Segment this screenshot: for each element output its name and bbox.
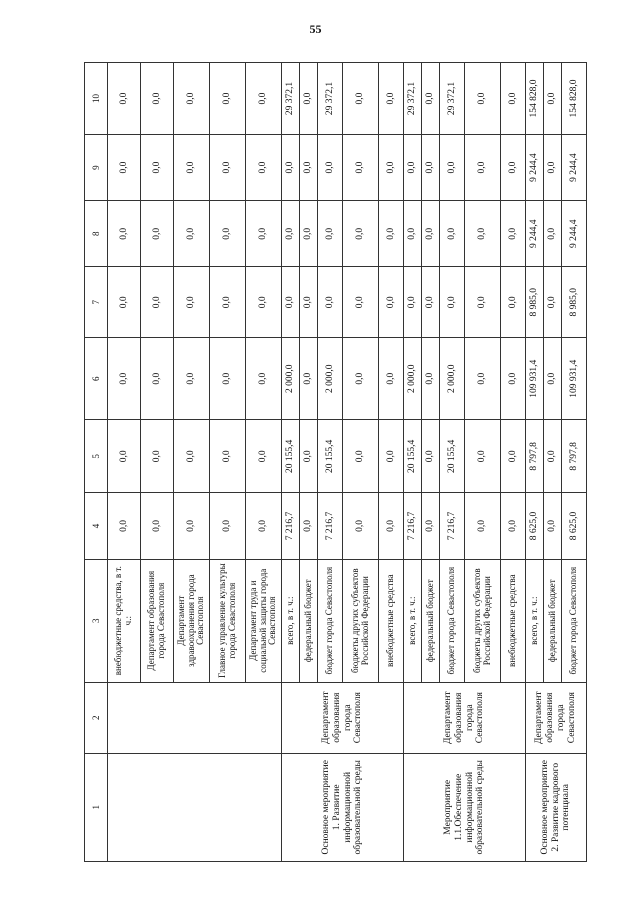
funding-value: 0,0 <box>108 267 141 338</box>
funding-value: 0,0 <box>343 493 379 559</box>
funding-value: 9 244,4 <box>562 135 587 201</box>
funding-value: 0,0 <box>379 201 404 267</box>
col-number: 4 <box>85 493 108 559</box>
funding-value: 0,0 <box>422 63 440 135</box>
funding-source: внебюджетные средства, в т. ч.: <box>108 559 141 682</box>
funding-value: 0,0 <box>318 267 343 338</box>
col-number: 7 <box>85 267 108 338</box>
funding-value: 0,0 <box>422 267 440 338</box>
funding-value: 0,0 <box>210 135 246 201</box>
funding-value: 0,0 <box>422 338 440 420</box>
funding-value: 0,0 <box>440 201 465 267</box>
funding-value: 0,0 <box>379 63 404 135</box>
funding-value: 0,0 <box>300 420 318 493</box>
funding-value: 0,0 <box>246 135 282 201</box>
funding-value: 20 155,4 <box>318 420 343 493</box>
funding-source: всего, в т. ч.: <box>404 559 422 682</box>
funding-value: 0,0 <box>422 420 440 493</box>
funding-source: бюджеты других субъектов Российской Федерации <box>343 559 379 682</box>
funding-value: 0,0 <box>318 135 343 201</box>
funding-value: 2 000,0 <box>282 338 300 420</box>
funding-value: 29 372,1 <box>318 63 343 135</box>
funding-value: 0,0 <box>210 493 246 559</box>
funding-value: 0,0 <box>246 63 282 135</box>
funding-value: 0,0 <box>141 135 174 201</box>
funding-value: 0,0 <box>440 135 465 201</box>
table-body <box>85 63 587 862</box>
funding-value: 0,0 <box>282 267 300 338</box>
funding-value: 0,0 <box>465 135 501 201</box>
funding-value: 0,0 <box>174 338 210 420</box>
empty-cell-col1 <box>108 753 282 861</box>
funding-value: 0,0 <box>108 63 141 135</box>
funding-value: 9 244,4 <box>526 135 544 201</box>
funding-value: 0,0 <box>141 420 174 493</box>
program-measure-name: Мероприятие 1.1.Обеспечение информационной образовательной среды <box>404 753 526 861</box>
funding-value: 0,0 <box>501 201 526 267</box>
table-row <box>526 63 544 862</box>
funding-value: 0,0 <box>379 267 404 338</box>
funding-value: 0,0 <box>501 338 526 420</box>
funding-value: 0,0 <box>343 338 379 420</box>
funding-value: 0,0 <box>141 267 174 338</box>
funding-value: 20 155,4 <box>440 420 465 493</box>
col-number: 1 <box>85 753 108 861</box>
funding-value: 154 828,0 <box>526 63 544 135</box>
financing-table <box>84 62 587 862</box>
funding-value: 20 155,4 <box>282 420 300 493</box>
funding-value: 0,0 <box>465 420 501 493</box>
funding-value: 0,0 <box>246 338 282 420</box>
funding-value: 0,0 <box>300 135 318 201</box>
funding-value: 0,0 <box>210 63 246 135</box>
funding-value: 0,0 <box>379 493 404 559</box>
funding-value: 0,0 <box>544 135 562 201</box>
funding-value: 0,0 <box>246 420 282 493</box>
funding-value: 7 216,7 <box>318 493 343 559</box>
funding-value: 0,0 <box>108 135 141 201</box>
funding-value: 9 244,4 <box>562 201 587 267</box>
funding-source: внебюджетные средства <box>379 559 404 682</box>
funding-value: 0,0 <box>300 493 318 559</box>
funding-value: 8 625,0 <box>526 493 544 559</box>
funding-value: 0,0 <box>300 201 318 267</box>
funding-value: 0,0 <box>544 493 562 559</box>
funding-value: 109 931,4 <box>562 338 587 420</box>
funding-value: 0,0 <box>210 338 246 420</box>
funding-value: 109 931,4 <box>526 338 544 420</box>
funding-value: 0,0 <box>174 63 210 135</box>
executor-name: Департамент образования города Севастополя <box>526 682 587 753</box>
col-number: 3 <box>85 559 108 682</box>
funding-value: 8 985,0 <box>562 267 587 338</box>
funding-value: 0,0 <box>379 338 404 420</box>
funding-value: 0,0 <box>108 420 141 493</box>
funding-value: 0,0 <box>343 135 379 201</box>
funding-value: 20 155,4 <box>404 420 422 493</box>
col-number: 8 <box>85 201 108 267</box>
funding-source: Главное управление культуры города Севастополя <box>210 559 246 682</box>
empty-cell-col2 <box>108 682 282 753</box>
col-number: 5 <box>85 420 108 493</box>
funding-value: 0,0 <box>282 135 300 201</box>
funding-value: 0,0 <box>501 135 526 201</box>
funding-value: 0,0 <box>544 338 562 420</box>
funding-source: федеральный бюджет <box>422 559 440 682</box>
funding-value: 0,0 <box>465 63 501 135</box>
funding-value: 0,0 <box>246 267 282 338</box>
funding-value: 8 797,8 <box>526 420 544 493</box>
funding-value: 0,0 <box>246 201 282 267</box>
funding-value: 0,0 <box>174 135 210 201</box>
funding-value: 0,0 <box>174 267 210 338</box>
funding-value: 0,0 <box>282 201 300 267</box>
funding-value: 0,0 <box>379 135 404 201</box>
funding-value: 29 372,1 <box>282 63 300 135</box>
funding-source: Департамент труда и социальной защиты города Севастополя <box>246 559 282 682</box>
funding-value: 0,0 <box>501 267 526 338</box>
funding-value: 0,0 <box>422 493 440 559</box>
funding-value: 0,0 <box>422 135 440 201</box>
funding-value: 0,0 <box>300 267 318 338</box>
funding-value: 0,0 <box>343 420 379 493</box>
funding-source: бюджет города Севастополя <box>562 559 587 682</box>
funding-source: всего, в т. ч.: <box>526 559 544 682</box>
table-row <box>282 63 300 862</box>
funding-value: 0,0 <box>379 420 404 493</box>
funding-value: 8 985,0 <box>526 267 544 338</box>
funding-value: 0,0 <box>465 201 501 267</box>
column-number-row <box>85 63 108 862</box>
funding-value: 29 372,1 <box>440 63 465 135</box>
funding-value: 0,0 <box>210 201 246 267</box>
funding-value: 0,0 <box>501 420 526 493</box>
funding-value: 0,0 <box>404 135 422 201</box>
funding-value: 0,0 <box>108 201 141 267</box>
funding-value: 0,0 <box>440 267 465 338</box>
funding-value: 0,0 <box>465 267 501 338</box>
table-row <box>108 63 141 862</box>
funding-value: 0,0 <box>141 201 174 267</box>
col-number: 10 <box>85 63 108 135</box>
funding-value: 0,0 <box>300 63 318 135</box>
funding-value: 154 828,0 <box>562 63 587 135</box>
funding-value: 0,0 <box>404 201 422 267</box>
funding-value: 0,0 <box>343 267 379 338</box>
funding-value: 2 000,0 <box>404 338 422 420</box>
funding-value: 0,0 <box>141 338 174 420</box>
funding-source: федеральный бюджет <box>544 559 562 682</box>
funding-value: 0,0 <box>343 201 379 267</box>
executor-name: Департамент образования города Севастополя <box>404 682 526 753</box>
funding-value: 0,0 <box>174 493 210 559</box>
funding-value: 0,0 <box>465 493 501 559</box>
funding-value: 0,0 <box>141 63 174 135</box>
funding-value: 0,0 <box>465 338 501 420</box>
funding-value: 0,0 <box>422 201 440 267</box>
funding-value: 0,0 <box>141 493 174 559</box>
funding-value: 0,0 <box>210 420 246 493</box>
col-number: 9 <box>85 135 108 201</box>
funding-value: 0,0 <box>174 420 210 493</box>
funding-value: 0,0 <box>544 420 562 493</box>
funding-value: 7 216,7 <box>404 493 422 559</box>
funding-value: 8 797,8 <box>562 420 587 493</box>
funding-value: 2 000,0 <box>318 338 343 420</box>
funding-value: 0,0 <box>246 493 282 559</box>
funding-value: 0,0 <box>108 338 141 420</box>
funding-source: внебюджетные средства <box>501 559 526 682</box>
funding-source: Департамент здравоохранения города Севастополя <box>174 559 210 682</box>
funding-value: 7 216,7 <box>282 493 300 559</box>
funding-value: 0,0 <box>300 338 318 420</box>
funding-value: 0,0 <box>544 267 562 338</box>
funding-value: 7 216,7 <box>440 493 465 559</box>
funding-source: всего, в т. ч.: <box>282 559 300 682</box>
table-row <box>404 63 422 862</box>
funding-source: бюджет города Севастополя <box>318 559 343 682</box>
page-number: 55 <box>309 22 322 36</box>
funding-value: 0,0 <box>108 493 141 559</box>
funding-value: 0,0 <box>404 267 422 338</box>
funding-value: 0,0 <box>343 63 379 135</box>
program-measure-name: Основное мероприятие 2. Развитие кадрового потенциала <box>526 753 587 861</box>
funding-value: 2 000,0 <box>440 338 465 420</box>
funding-value: 0,0 <box>544 201 562 267</box>
rotated-sheet <box>84 62 579 862</box>
funding-source: Департамент образования города Севастополя <box>141 559 174 682</box>
executor-name: Департамент образования города Севастополя <box>282 682 404 753</box>
program-measure-name: Основное мероприятие 1. Развитие информационной образовательной среды <box>282 753 404 861</box>
col-number: 6 <box>85 338 108 420</box>
funding-value: 0,0 <box>501 63 526 135</box>
funding-source: федеральный бюджет <box>300 559 318 682</box>
funding-value: 8 625,0 <box>562 493 587 559</box>
funding-value: 9 244,4 <box>526 201 544 267</box>
funding-value: 0,0 <box>174 201 210 267</box>
funding-source: бюджет города Севастополя <box>440 559 465 682</box>
funding-value: 0,0 <box>318 201 343 267</box>
funding-value: 0,0 <box>210 267 246 338</box>
funding-value: 0,0 <box>544 63 562 135</box>
rotated-table-wrapper <box>84 62 579 862</box>
funding-value: 0,0 <box>501 493 526 559</box>
funding-value: 29 372,1 <box>404 63 422 135</box>
col-number: 2 <box>85 682 108 753</box>
funding-source: бюджеты других субъектов Российской Федерации <box>465 559 501 682</box>
